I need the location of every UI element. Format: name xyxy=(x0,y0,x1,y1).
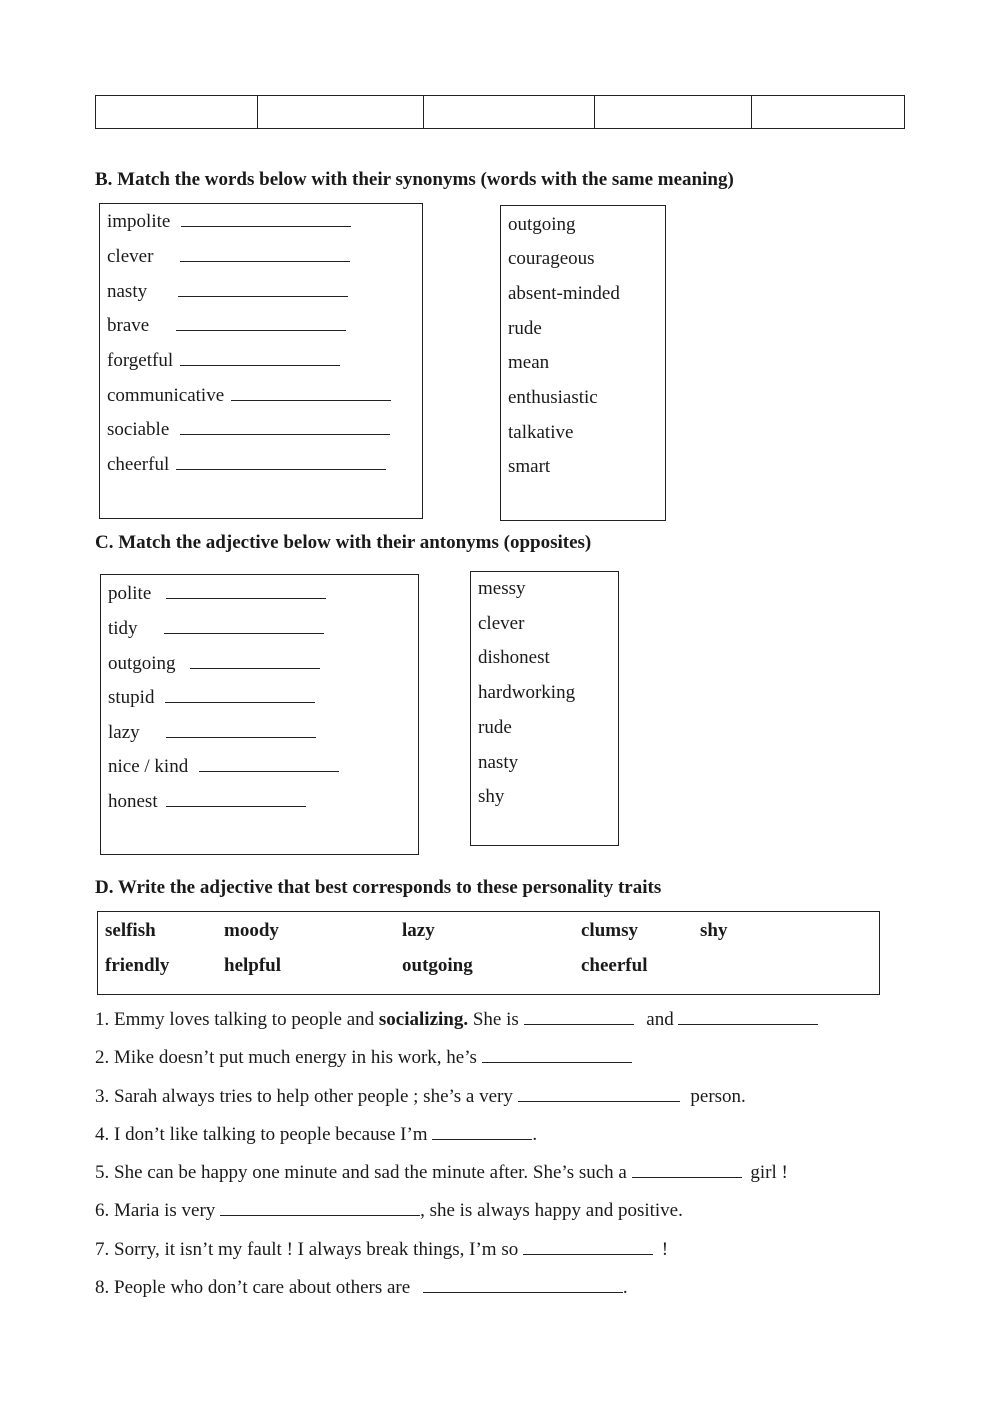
word-stupid: stupid xyxy=(108,687,155,708)
answer-blank[interactable] xyxy=(180,349,340,366)
sentence-text: person. xyxy=(685,1086,746,1107)
trait-word: moody xyxy=(224,920,279,941)
answer-blank[interactable] xyxy=(220,1199,420,1216)
trait-word: lazy xyxy=(402,920,435,941)
antonym-item: hardworking xyxy=(478,682,576,703)
answer-blank[interactable] xyxy=(231,384,391,401)
word-row xyxy=(108,755,339,778)
word-row xyxy=(108,582,326,605)
word-cheerful: cheerful xyxy=(107,454,170,475)
word-communicative: communicative xyxy=(107,385,225,406)
answer-cell[interactable] xyxy=(96,96,258,128)
antonym-item: clever xyxy=(478,613,525,634)
sentence-text: 5. She can be happy one minute and sad the minute after. She’s such a xyxy=(95,1162,632,1183)
sentence-text: 3. Sarah always tries to help other people ; she’s a very xyxy=(95,1086,518,1107)
answer-blank[interactable] xyxy=(164,617,324,634)
sentence-bold-word: socializing. xyxy=(378,1009,469,1030)
word-row xyxy=(108,790,306,813)
sentence-2 xyxy=(95,1046,632,1069)
answer-blank[interactable] xyxy=(165,686,315,703)
word-brave: brave xyxy=(107,315,150,336)
section-b-synonyms-box xyxy=(500,205,666,521)
word-row xyxy=(107,245,350,268)
sentence-7 xyxy=(95,1238,668,1261)
antonym-item: shy xyxy=(478,786,505,807)
answer-blank[interactable] xyxy=(482,1046,632,1063)
word-row xyxy=(107,418,390,441)
answer-blank[interactable] xyxy=(176,453,386,470)
sentence-8 xyxy=(95,1276,628,1299)
trait-word: outgoing xyxy=(402,955,473,976)
sentence-text: and xyxy=(641,1009,679,1030)
synonym-item: smart xyxy=(508,456,551,477)
answer-blank[interactable] xyxy=(523,1238,653,1255)
answer-blank[interactable] xyxy=(166,790,306,807)
synonym-item: absent-minded xyxy=(508,283,620,304)
sentence-text: . xyxy=(622,1277,628,1298)
word-impolite: impolite xyxy=(107,211,171,232)
answer-blank[interactable] xyxy=(166,721,316,738)
answer-blank[interactable] xyxy=(190,652,320,669)
answer-cell[interactable] xyxy=(752,96,904,128)
synonym-item: rude xyxy=(508,318,542,339)
word-row xyxy=(107,280,348,303)
answer-blank[interactable] xyxy=(678,1008,818,1025)
word-outgoing: outgoing xyxy=(108,653,176,674)
sentence-5 xyxy=(95,1161,788,1184)
section-c-heading: C. Match the adjective below with their antonyms (opposites) xyxy=(95,532,592,553)
trait-word: helpful xyxy=(224,955,282,976)
sentence-text: 4. I don’t like talking to people because I’m xyxy=(95,1124,433,1145)
sentence-text: 6. Maria is very xyxy=(95,1200,221,1221)
word-honest: honest xyxy=(108,791,158,812)
trait-word: shy xyxy=(700,920,728,941)
sentence-1 xyxy=(95,1008,818,1031)
sentence-text: 1. Emmy loves talking to people and xyxy=(95,1009,379,1030)
word-sociable: sociable xyxy=(107,419,170,440)
section-b-heading: B. Match the words below with their synonyms (words with the same meaning) xyxy=(95,169,734,190)
section-b-words-box xyxy=(99,203,423,519)
trait-word: clumsy xyxy=(581,920,638,941)
section-d-heading: D. Write the adjective that best corresponds to these personality traits xyxy=(95,877,662,898)
word-row xyxy=(108,652,320,675)
trait-word: cheerful xyxy=(581,955,648,976)
answer-table xyxy=(95,95,905,129)
sentence-text: . xyxy=(532,1124,538,1145)
answer-blank[interactable] xyxy=(176,314,346,331)
word-row xyxy=(107,314,346,337)
trait-word: friendly xyxy=(105,955,170,976)
answer-blank[interactable] xyxy=(423,1276,623,1293)
sentence-text: , she is always happy and positive. xyxy=(420,1200,683,1221)
word-row xyxy=(108,721,316,744)
sentence-4 xyxy=(95,1123,537,1146)
antonym-item: rude xyxy=(478,717,512,738)
antonym-item: messy xyxy=(478,578,526,599)
answer-blank[interactable] xyxy=(524,1008,634,1025)
answer-blank[interactable] xyxy=(518,1085,680,1102)
word-nice-kind: nice / kind xyxy=(108,756,189,777)
sentence-text: ! xyxy=(656,1239,669,1260)
answer-blank[interactable] xyxy=(166,582,326,599)
word-nasty: nasty xyxy=(107,281,148,302)
word-row xyxy=(107,210,351,233)
word-row xyxy=(107,349,340,372)
sentence-text: 8. People who don’t care about others are xyxy=(95,1277,415,1298)
answer-blank[interactable] xyxy=(178,280,348,297)
sentence-text: 7. Sorry, it isn’t my fault ! I always break things, I’m so xyxy=(95,1239,523,1260)
trait-word: selfish xyxy=(105,920,156,941)
section-c-antonyms-box xyxy=(470,571,619,846)
antonym-item: dishonest xyxy=(478,647,550,668)
answer-blank[interactable] xyxy=(632,1161,742,1178)
synonym-item: talkative xyxy=(508,422,574,443)
answer-cell[interactable] xyxy=(424,96,596,128)
word-forgetful: forgetful xyxy=(107,350,174,371)
answer-cell[interactable] xyxy=(595,96,752,128)
sentence-text: She is xyxy=(468,1009,524,1030)
word-tidy: tidy xyxy=(108,618,138,639)
word-row xyxy=(107,384,391,407)
word-row xyxy=(108,617,324,640)
answer-blank[interactable] xyxy=(180,245,350,262)
answer-cell[interactable] xyxy=(258,96,424,128)
sentence-6 xyxy=(95,1199,683,1222)
antonym-item: nasty xyxy=(478,752,519,773)
synonym-item: enthusiastic xyxy=(508,387,598,408)
sentence-3 xyxy=(95,1085,746,1108)
synonym-item: outgoing xyxy=(508,214,576,235)
word-lazy: lazy xyxy=(108,722,140,743)
traits-box xyxy=(97,911,880,995)
word-row xyxy=(108,686,315,709)
synonym-item: mean xyxy=(508,352,550,373)
word-polite: polite xyxy=(108,583,152,604)
answer-blank[interactable] xyxy=(199,755,339,772)
sentence-text: 2. Mike doesn’t put much energy in his work, he’s xyxy=(95,1047,482,1068)
synonym-item: courageous xyxy=(508,248,595,269)
word-row xyxy=(107,453,386,476)
answer-blank[interactable] xyxy=(432,1123,532,1140)
answer-blank[interactable] xyxy=(181,210,351,227)
answer-blank[interactable] xyxy=(180,418,390,435)
word-clever: clever xyxy=(107,246,154,267)
section-c-words-box xyxy=(100,574,419,855)
sentence-text: girl ! xyxy=(745,1162,788,1183)
